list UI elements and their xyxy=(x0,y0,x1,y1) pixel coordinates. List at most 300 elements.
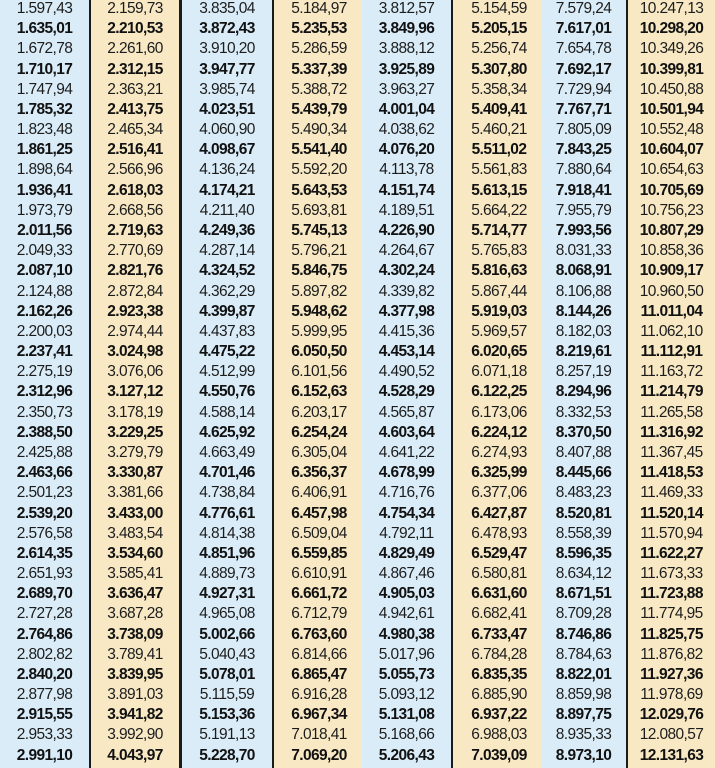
table-cell: 6.967,34 xyxy=(291,706,347,724)
table-cell: 10.501,94 xyxy=(639,100,704,118)
table-cell: 3.483,54 xyxy=(107,524,163,542)
table-cell: 2.802,82 xyxy=(16,645,73,663)
table-cell: 6.631,60 xyxy=(471,585,527,603)
table-cell: 1.861,25 xyxy=(16,141,73,159)
table-cell: 3.872,43 xyxy=(199,20,255,38)
table-cell: 5.897,82 xyxy=(291,282,347,300)
table-cell: 3.839,95 xyxy=(107,665,163,683)
table-cell: 8.219,61 xyxy=(555,343,612,361)
table-cell: 7.692,17 xyxy=(555,60,612,78)
table-cell: 6.254,24 xyxy=(291,423,347,441)
table-cell: 5.409,41 xyxy=(471,100,527,118)
table-cell: 5.765,83 xyxy=(471,242,527,260)
table-cell: 11.316,92 xyxy=(640,423,703,441)
table-cell: 2.727,28 xyxy=(16,605,73,623)
table-cell: 2.821,76 xyxy=(107,262,163,280)
table-cell: 2.872,84 xyxy=(107,282,163,300)
table-cell: 4.550,76 xyxy=(199,383,255,401)
table-cell: 6.559,85 xyxy=(291,544,347,562)
table-cell: 8.332,53 xyxy=(555,403,612,421)
table-cell: 2.651,93 xyxy=(16,565,73,583)
table-cell: 11.927,36 xyxy=(640,665,703,683)
table-cell: 8.558,39 xyxy=(555,524,612,542)
table-cell: 6.305,04 xyxy=(291,443,347,461)
table-cell: 6.610,91 xyxy=(291,565,347,583)
table-cell: 4.151,74 xyxy=(378,181,435,199)
table-cell: 8.144,26 xyxy=(555,302,612,320)
table-cell: 5.205,15 xyxy=(471,20,527,38)
table-cell: 7.729,94 xyxy=(555,80,612,98)
table-cell: 10.399,81 xyxy=(639,60,704,78)
table-cell: 4.588,14 xyxy=(199,403,255,421)
table-cell: 11.062,10 xyxy=(640,322,703,340)
table-cell: 6.784,28 xyxy=(471,645,527,663)
table-cell: 7.955,79 xyxy=(555,201,612,219)
table-cell: 3.941,82 xyxy=(107,706,163,724)
table-cell: 3.891,03 xyxy=(107,686,163,704)
table-cell: 12.080,57 xyxy=(639,726,704,744)
table-cell: 4.377,98 xyxy=(378,302,435,320)
table-cell: 5.002,66 xyxy=(199,625,255,643)
table-cell: 4.287,14 xyxy=(199,242,255,260)
table-cell: 12.131,63 xyxy=(639,746,704,764)
table-cell: 3.910,20 xyxy=(199,40,255,58)
table-cell: 4.851,96 xyxy=(199,544,255,562)
table-cell: 3.636,47 xyxy=(107,585,163,603)
table-cell: 4.098,67 xyxy=(199,141,255,159)
table-cell: 5.867,44 xyxy=(471,282,527,300)
table-cell: 3.789,41 xyxy=(107,645,163,663)
table-cell: 8.257,19 xyxy=(555,363,612,381)
table-cell: 7.993,56 xyxy=(555,221,612,239)
table-cell: 8.182,03 xyxy=(555,322,612,340)
table-cell: 4.453,14 xyxy=(378,343,435,361)
table-cell: 5.206,43 xyxy=(378,746,435,764)
table-cell: 1.898,64 xyxy=(16,161,73,179)
table-cell: 4.189,51 xyxy=(378,201,435,219)
table-cell: 2.764,86 xyxy=(16,625,73,643)
table-cell: 6.865,47 xyxy=(291,665,347,683)
table-cell: 4.663,49 xyxy=(199,443,255,461)
table-cell: 1.710,17 xyxy=(16,60,73,78)
table-cell: 4.829,49 xyxy=(378,544,435,562)
table-cell: 7.805,09 xyxy=(555,121,612,139)
table-cell: 8.068,91 xyxy=(555,262,612,280)
table-cell: 5.235,53 xyxy=(291,20,347,38)
table-cell: 5.643,53 xyxy=(291,181,347,199)
table-cell: 10.247,13 xyxy=(639,0,704,17)
table-cell: 2.124,88 xyxy=(16,282,73,300)
table-cell: 6.224,12 xyxy=(471,423,527,441)
table-cell: 11.978,69 xyxy=(640,686,703,704)
table-cell: 4.362,29 xyxy=(199,282,255,300)
table-cell: 11.163,72 xyxy=(640,363,703,381)
table-cell: 5.846,75 xyxy=(291,262,347,280)
table-cell: 5.154,59 xyxy=(471,0,527,17)
table-cell: 2.539,20 xyxy=(16,504,73,522)
table-cell: 4.565,87 xyxy=(378,403,435,421)
table-cell: 2.162,26 xyxy=(16,302,73,320)
table-cell: 5.693,81 xyxy=(291,201,347,219)
table-cell: 8.106,88 xyxy=(555,282,612,300)
table-cell: 6.509,04 xyxy=(291,524,347,542)
table-cell: 8.822,01 xyxy=(555,665,612,683)
table-cell: 10.349,26 xyxy=(639,40,704,58)
table-cell: 4.415,36 xyxy=(378,322,435,340)
table-column xyxy=(541,0,626,768)
table-cell: 1.672,78 xyxy=(16,40,73,58)
table-cell: 3.835,04 xyxy=(199,0,255,17)
table-cell: 5.561,83 xyxy=(471,161,527,179)
table-cell: 8.671,51 xyxy=(555,585,612,603)
table-cell: 6.682,41 xyxy=(471,605,527,623)
table-cell: 6.427,87 xyxy=(471,504,527,522)
table-cell: 2.974,44 xyxy=(107,322,163,340)
table-cell: 2.915,55 xyxy=(16,706,73,724)
table-cell: 8.031,33 xyxy=(555,242,612,260)
table-cell: 3.433,00 xyxy=(107,504,163,522)
table-cell: 3.963,27 xyxy=(378,80,435,98)
table-cell: 5.541,40 xyxy=(291,141,347,159)
table-cell: 4.942,61 xyxy=(378,605,435,623)
table-cell: 4.001,04 xyxy=(378,100,435,118)
table-cell: 4.399,87 xyxy=(199,302,255,320)
table-cell: 3.024,98 xyxy=(107,343,163,361)
table-cell: 1.936,41 xyxy=(16,181,73,199)
table-cell: 8.859,98 xyxy=(555,686,612,704)
table-cell: 4.889,73 xyxy=(199,565,255,583)
table-cell: 6.529,47 xyxy=(471,544,527,562)
table-cell: 4.792,11 xyxy=(379,524,434,542)
table-cell: 3.925,89 xyxy=(378,60,435,78)
table-cell: 3.127,12 xyxy=(107,383,163,401)
table-cell: 5.337,39 xyxy=(291,60,347,78)
table-cell: 4.339,82 xyxy=(378,282,435,300)
table-cell: 2.923,38 xyxy=(107,302,163,320)
table-cell: 4.738,84 xyxy=(199,484,255,502)
table-column xyxy=(91,0,179,768)
table-cell: 8.370,50 xyxy=(555,423,612,441)
table-cell: 11.469,33 xyxy=(640,484,703,502)
table-cell: 2.770,69 xyxy=(107,242,163,260)
table-cell: 7.654,78 xyxy=(555,40,612,58)
table-cell: 6.661,72 xyxy=(291,585,347,603)
table-cell: 5.714,77 xyxy=(471,221,527,239)
table-cell: 4.060,90 xyxy=(199,121,255,139)
table-cell: 10.298,20 xyxy=(639,20,704,38)
table-cell: 8.596,35 xyxy=(555,544,612,562)
table-cell: 2.011,56 xyxy=(17,221,72,239)
table-cell: 5.055,73 xyxy=(378,665,435,683)
table-column xyxy=(274,0,364,768)
table-cell: 11.570,94 xyxy=(640,524,703,542)
table-cell: 5.919,03 xyxy=(471,302,527,320)
table-cell: 6.457,98 xyxy=(291,504,347,522)
table-cell: 7.880,64 xyxy=(555,161,612,179)
table-cell: 3.849,96 xyxy=(378,20,435,38)
table-cell: 4.023,51 xyxy=(199,100,255,118)
table-cell: 10.705,69 xyxy=(639,181,704,199)
table-cell: 3.279,79 xyxy=(107,443,163,461)
table-cell: 11.265,58 xyxy=(640,403,703,421)
table-cell: 2.049,33 xyxy=(16,242,73,260)
table-cell: 2.312,96 xyxy=(16,383,73,401)
table-cell: 3.687,28 xyxy=(107,605,163,623)
table-cell: 4.437,83 xyxy=(199,322,255,340)
table-cell: 12.029,76 xyxy=(639,706,704,724)
table-cell: 11.214,79 xyxy=(640,383,703,401)
table-cell: 4.475,22 xyxy=(199,343,255,361)
table-cell: 4.249,36 xyxy=(199,221,255,239)
table-cell: 10.858,36 xyxy=(639,242,704,260)
table-cell: 2.425,88 xyxy=(16,443,73,461)
table-column xyxy=(628,0,715,768)
table-cell: 5.184,97 xyxy=(291,0,347,17)
table-cell: 7.767,71 xyxy=(555,100,612,118)
table-cell: 11.520,14 xyxy=(640,504,703,522)
table-cell: 5.664,22 xyxy=(471,201,527,219)
table-cell: 2.388,50 xyxy=(16,423,73,441)
table-cell: 2.261,60 xyxy=(107,40,163,58)
table-cell: 11.825,75 xyxy=(640,625,703,643)
table-cell: 10.552,48 xyxy=(639,121,704,139)
table-cell: 2.668,56 xyxy=(107,201,163,219)
table-cell: 4.512,99 xyxy=(199,363,255,381)
table-cell: 7.069,20 xyxy=(291,746,347,764)
table-cell: 4.905,03 xyxy=(378,585,435,603)
table-cell: 5.191,13 xyxy=(199,726,255,744)
table-cell: 10.807,29 xyxy=(639,221,704,239)
table-cell: 3.585,41 xyxy=(107,565,163,583)
table-cell: 6.814,66 xyxy=(291,645,347,663)
table-cell: 6.733,47 xyxy=(471,625,527,643)
table-cell: 5.017,96 xyxy=(378,645,435,663)
table-cell: 4.490,52 xyxy=(378,363,435,381)
table-cell: 2.566,96 xyxy=(107,161,163,179)
table-cell: 5.969,57 xyxy=(471,322,527,340)
table-cell: 11.673,33 xyxy=(640,565,703,583)
table-cell: 3.330,87 xyxy=(107,464,163,482)
table-cell: 11.723,88 xyxy=(640,585,703,603)
table-cell: 5.168,66 xyxy=(378,726,435,744)
table-cell: 3.812,57 xyxy=(378,0,435,17)
table-cell: 5.286,59 xyxy=(291,40,347,58)
table-cell: 2.363,21 xyxy=(107,80,163,98)
table-cell: 6.325,99 xyxy=(471,464,527,482)
table-cell: 5.131,08 xyxy=(378,706,435,724)
table-cell: 11.011,04 xyxy=(640,302,703,320)
table-cell: 8.709,28 xyxy=(555,605,612,623)
table-cell: 8.634,12 xyxy=(555,565,612,583)
table-cell: 2.719,63 xyxy=(107,221,163,239)
table-cell: 4.324,52 xyxy=(199,262,255,280)
table-cell: 6.377,06 xyxy=(471,484,527,502)
table-cell: 2.991,10 xyxy=(16,746,73,764)
table-cell: 5.511,02 xyxy=(471,141,527,159)
table-cell: 4.264,67 xyxy=(378,242,435,260)
table-cell: 11.418,53 xyxy=(640,464,703,482)
table-cell: 2.413,75 xyxy=(107,100,163,118)
table-cell: 6.020,65 xyxy=(471,343,527,361)
table-cell: 1.973,79 xyxy=(16,201,73,219)
table-cell: 6.101,56 xyxy=(291,363,347,381)
table-cell: 6.916,28 xyxy=(291,686,347,704)
table-cell: 5.256,74 xyxy=(471,40,527,58)
table-cell: 2.350,73 xyxy=(16,403,73,421)
table-cell: 4.038,62 xyxy=(378,121,435,139)
table-cell: 4.528,29 xyxy=(378,383,435,401)
table-cell: 6.356,37 xyxy=(291,464,347,482)
table-cell: 6.173,06 xyxy=(471,403,527,421)
table-cell: 7.918,41 xyxy=(555,181,612,199)
table-column xyxy=(182,0,272,768)
table-cell: 3.738,09 xyxy=(107,625,163,643)
table-cell: 8.520,81 xyxy=(555,504,612,522)
table-cell: 4.113,78 xyxy=(379,161,434,179)
table-cell: 7.018,41 xyxy=(291,726,347,744)
table-cell: 4.980,38 xyxy=(378,625,435,643)
table-cell: 6.050,50 xyxy=(291,343,347,361)
table-cell: 10.604,07 xyxy=(639,141,704,159)
table-cell: 4.174,21 xyxy=(199,181,255,199)
table-cell: 8.973,10 xyxy=(555,746,612,764)
table-cell: 4.754,34 xyxy=(378,504,435,522)
table-cell: 5.228,70 xyxy=(199,746,255,764)
table-cell: 2.463,66 xyxy=(16,464,73,482)
table-cell: 2.689,70 xyxy=(16,585,73,603)
table-cell: 2.237,41 xyxy=(16,343,73,361)
table-cell: 5.490,34 xyxy=(291,121,347,139)
table-cell: 10.450,88 xyxy=(639,80,704,98)
table-cell: 4.625,92 xyxy=(199,423,255,441)
table-cell: 8.746,86 xyxy=(555,625,612,643)
table-cell: 8.897,75 xyxy=(555,706,612,724)
table-column xyxy=(362,0,451,768)
table-cell: 7.579,24 xyxy=(555,0,612,17)
table-cell: 1.823,48 xyxy=(16,121,73,139)
table-cell: 7.039,09 xyxy=(471,746,527,764)
table-cell: 11.367,45 xyxy=(640,443,703,461)
table-cell: 6.122,25 xyxy=(471,383,527,401)
table-cell: 4.814,38 xyxy=(199,524,255,542)
table-cell: 2.275,19 xyxy=(16,363,73,381)
table-cell: 6.937,22 xyxy=(471,706,527,724)
table-cell: 6.580,81 xyxy=(471,565,527,583)
table-cell: 4.302,24 xyxy=(378,262,435,280)
table-cell: 6.152,63 xyxy=(291,383,347,401)
table-cell: 4.776,61 xyxy=(199,504,255,522)
table-cell: 3.381,66 xyxy=(107,484,163,502)
table-cell: 5.307,80 xyxy=(471,60,527,78)
table-cell: 5.816,63 xyxy=(471,262,527,280)
table-cell: 6.835,35 xyxy=(471,665,527,683)
table-cell: 2.840,20 xyxy=(16,665,73,683)
table-cell: 4.678,99 xyxy=(378,464,435,482)
table-cell: 4.226,90 xyxy=(378,221,435,239)
table-cell: 4.211,40 xyxy=(199,201,255,219)
table-cell: 5.999,95 xyxy=(291,322,347,340)
table-cell: 2.210,53 xyxy=(107,20,163,38)
table-cell: 5.592,20 xyxy=(291,161,347,179)
table-cell: 3.992,90 xyxy=(107,726,163,744)
table-cell: 2.501,23 xyxy=(16,484,73,502)
table-cell: 3.888,12 xyxy=(378,40,435,58)
table-cell: 4.641,22 xyxy=(378,443,435,461)
table-cell: 2.618,03 xyxy=(107,181,163,199)
table-cell: 10.756,23 xyxy=(639,201,704,219)
table-column xyxy=(0,0,89,768)
table-cell: 6.988,03 xyxy=(471,726,527,744)
table-cell: 6.406,91 xyxy=(291,484,347,502)
table-cell: 6.203,17 xyxy=(291,403,347,421)
table-cell: 4.965,08 xyxy=(199,605,255,623)
table-cell: 2.465,34 xyxy=(107,121,163,139)
table-cell: 2.200,03 xyxy=(16,322,73,340)
table-cell: 5.948,62 xyxy=(291,302,347,320)
table-cell: 8.483,23 xyxy=(555,484,612,502)
table-cell: 4.043,97 xyxy=(107,746,163,764)
table-cell: 6.712,79 xyxy=(291,605,347,623)
table-cell: 2.877,98 xyxy=(16,686,73,704)
table-cell: 5.388,72 xyxy=(291,80,347,98)
table-cell: 3.947,77 xyxy=(199,60,255,78)
table-cell: 7.617,01 xyxy=(555,20,612,38)
table-cell: 4.076,20 xyxy=(378,141,435,159)
table-cell: 10.960,50 xyxy=(639,282,704,300)
table-cell: 5.613,15 xyxy=(471,181,527,199)
table-cell: 11.774,95 xyxy=(640,605,703,623)
table-cell: 5.439,79 xyxy=(291,100,347,118)
table-cell: 11.876,82 xyxy=(640,645,703,663)
table-cell: 1.747,94 xyxy=(16,80,73,98)
table-cell: 11.112,91 xyxy=(640,343,703,361)
table-cell: 4.716,76 xyxy=(378,484,435,502)
table-cell: 6.071,18 xyxy=(471,363,527,381)
table-cell: 2.614,35 xyxy=(16,544,73,562)
table-cell: 3.985,74 xyxy=(199,80,255,98)
table-cell: 2.312,15 xyxy=(107,60,163,78)
table-cell: 10.654,63 xyxy=(639,161,704,179)
table-cell: 6.478,93 xyxy=(471,524,527,542)
table-cell: 8.784,63 xyxy=(555,645,612,663)
table-cell: 2.087,10 xyxy=(16,262,73,280)
table-cell: 4.603,64 xyxy=(378,423,435,441)
table-cell: 7.843,25 xyxy=(555,141,612,159)
table-cell: 5.040,43 xyxy=(199,645,255,663)
table-cell: 4.701,46 xyxy=(199,464,255,482)
table-cell: 1.785,32 xyxy=(16,100,73,118)
table-cell: 1.597,43 xyxy=(16,0,73,17)
table-cell: 5.796,21 xyxy=(291,242,347,260)
table-cell: 2.516,41 xyxy=(107,141,163,159)
table-cell: 5.153,36 xyxy=(199,706,255,724)
table-cell: 8.445,66 xyxy=(555,464,612,482)
table-cell: 5.745,13 xyxy=(291,221,347,239)
table-cell: 8.407,88 xyxy=(555,443,612,461)
table-cell: 5.093,12 xyxy=(378,686,435,704)
table-cell: 4.867,46 xyxy=(378,565,435,583)
table-cell: 3.076,06 xyxy=(107,363,163,381)
table-cell: 6.274,93 xyxy=(471,443,527,461)
table-cell: 8.294,96 xyxy=(555,383,612,401)
table-cell: 2.576,58 xyxy=(16,524,73,542)
table-cell: 10.909,17 xyxy=(639,262,704,280)
table-column xyxy=(453,0,545,768)
table-cell: 2.953,33 xyxy=(16,726,73,744)
table-cell: 2.159,73 xyxy=(107,0,163,17)
table-cell: 5.460,21 xyxy=(471,121,527,139)
table-cell: 8.935,33 xyxy=(555,726,612,744)
